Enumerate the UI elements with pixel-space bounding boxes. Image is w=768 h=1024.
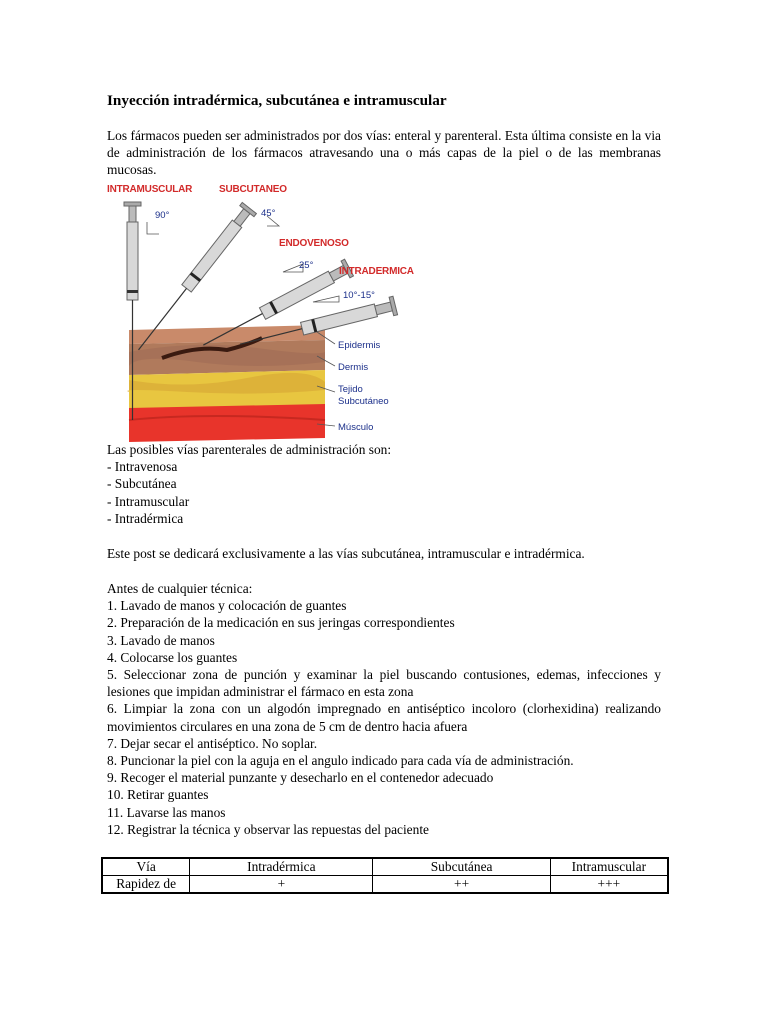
table-cell: +++ [550, 876, 668, 894]
steps-heading: Antes de cualquier técnica: [107, 581, 253, 596]
list-item: 2. Preparación de la medicación en sus jeringas correspondientes [107, 615, 455, 631]
table-header-cell: Vía [102, 858, 190, 876]
post-note: Este post se dedicará exclusivamente a las vías subcutánea, intramuscular e intradérmica. [107, 546, 585, 561]
label-tejido: Tejido [338, 384, 363, 395]
label-intramuscular: INTRAMUSCULAR [107, 184, 193, 195]
table-cell: Rapidez de [102, 876, 190, 894]
label-endovenoso: ENDOVENOSO [279, 238, 349, 249]
list-item: - Intravenosa [107, 459, 178, 475]
list-item: - Intramuscular [107, 493, 190, 509]
table-header-cell: Intramuscular [550, 858, 668, 876]
comparison-table [101, 857, 669, 894]
angle-25: 25° [299, 260, 314, 271]
table-header-cell: Subcutánea [373, 858, 550, 876]
intro-paragraph: Los fármacos pueden ser administrados por dos vías: enteral y parenteral. Esta última consiste en la via de administración de los fármacos atravesando una o más capas de la piel o de las membranas mucosas. [107, 128, 661, 178]
list-item: 1. Lavado de manos y colocación de guantes [107, 598, 347, 614]
list-item: 3. Lavado de manos [107, 632, 215, 648]
list-item: 9. Recoger el material punzante y desecharlo en el contenedor adecuado [107, 770, 494, 786]
routes-list [107, 441, 661, 527]
routes-heading: Las posibles vías parenterales de administración son: [107, 442, 392, 457]
skin-layers [127, 325, 335, 442]
list-item: 6. Limpiar la zona con un algodón impregnado en antiséptico incoloro (clorhexidina) realizando movimientos circulares en una zona de 5 cm de dentro hacia afuera [107, 701, 661, 734]
list-item: 11. Lavarse las manos [107, 804, 226, 820]
muscle-layer [129, 404, 325, 442]
list-item: 7. Dejar secar el antiséptico. No soplar. [107, 735, 318, 751]
label-musculo: Músculo [338, 422, 374, 433]
injection-routes-figure [107, 180, 417, 443]
label-subcutaneo-layer: Subcutáneo [338, 396, 389, 407]
list-item: 12. Registrar la técnica y observar las repuestas del paciente [107, 821, 429, 837]
list-item: - Subcutánea [107, 476, 177, 492]
label-dermis: Dermis [338, 362, 369, 373]
list-item: 4. Colocarse los guantes [107, 649, 238, 665]
angle-45: 45° [261, 208, 276, 219]
list-item: 10. Retirar guantes [107, 787, 209, 803]
list-item: 5. Seleccionar zona de punción y examinar la piel buscando contusiones, edemas, infecciones y lesiones que impidan administrar el fármaco en esta zona [107, 667, 661, 700]
angle-90: 90° [155, 210, 170, 221]
label-subcutaneo: SUBCUTANEO [219, 184, 287, 195]
angle-10-15: 10°-15° [343, 290, 375, 301]
page-title: Inyección intradérmica, subcutánea e intramuscular [107, 92, 447, 109]
table-row [102, 858, 668, 876]
table-row [102, 876, 668, 894]
label-intradermica: INTRADERMICA [339, 266, 414, 277]
label-epidermis: Epidermis [338, 340, 381, 351]
steps-list [107, 580, 661, 838]
table-header-cell: Intradérmica [190, 858, 373, 876]
list-item: 8. Puncionar la piel con la aguja en el angulo indicado para cada vía de administración. [107, 753, 574, 769]
list-item: - Intradérmica [107, 510, 184, 526]
table-cell: ++ [373, 876, 550, 894]
table-cell: + [190, 876, 373, 894]
